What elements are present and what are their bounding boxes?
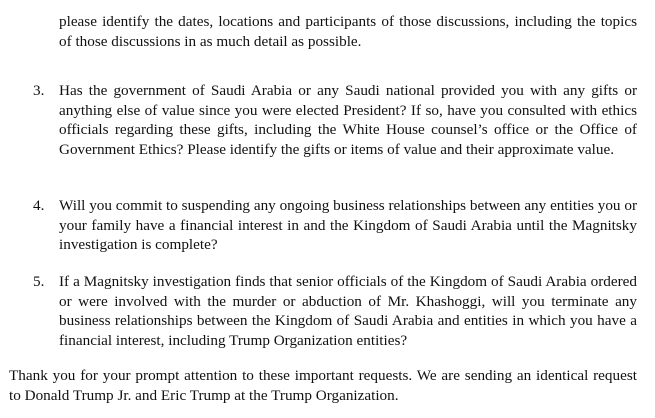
closing-paragraph: Thank you for your prompt attention to these important requests. We are sending an identical request to Donald Trump Jr. and Eric Trump at the Trump Organization. (9, 367, 637, 404)
question-text: Will you commit to suspending any ongoing business relationships between any entities you or your family have a financial interest in and the Kingdom of Saudi Arabia until the Magnitsky investigation is complete? (59, 197, 637, 254)
question-number: 5. (33, 273, 45, 290)
question-number: 4. (33, 197, 45, 214)
question-number: 3. (33, 82, 45, 99)
question-text: If a Magnitsky investigation finds that senior officials of the Kingdom of Saudi Arabia ordered or were involved with the murder or abduction of Mr. Khashoggi, will you terminate any business relationships between the Kingdom of Saudi Arabia and entities in which you have a financial interest, including Trump Organization entities? (59, 273, 637, 349)
question-text: Has the government of Saudi Arabia or any Saudi national provided you with any gifts or anything else of value since you were elected President? If so, have you consulted with ethics officials regarding these gifts, including the White House counsel’s office or the Office of Government Ethics? Please identify the gifts or items of value and their approximate value. (59, 82, 637, 158)
continuation-paragraph: please identify the dates, locations and participants of those discussions, including the topics of those discussions in as much detail as possible. (59, 13, 637, 50)
